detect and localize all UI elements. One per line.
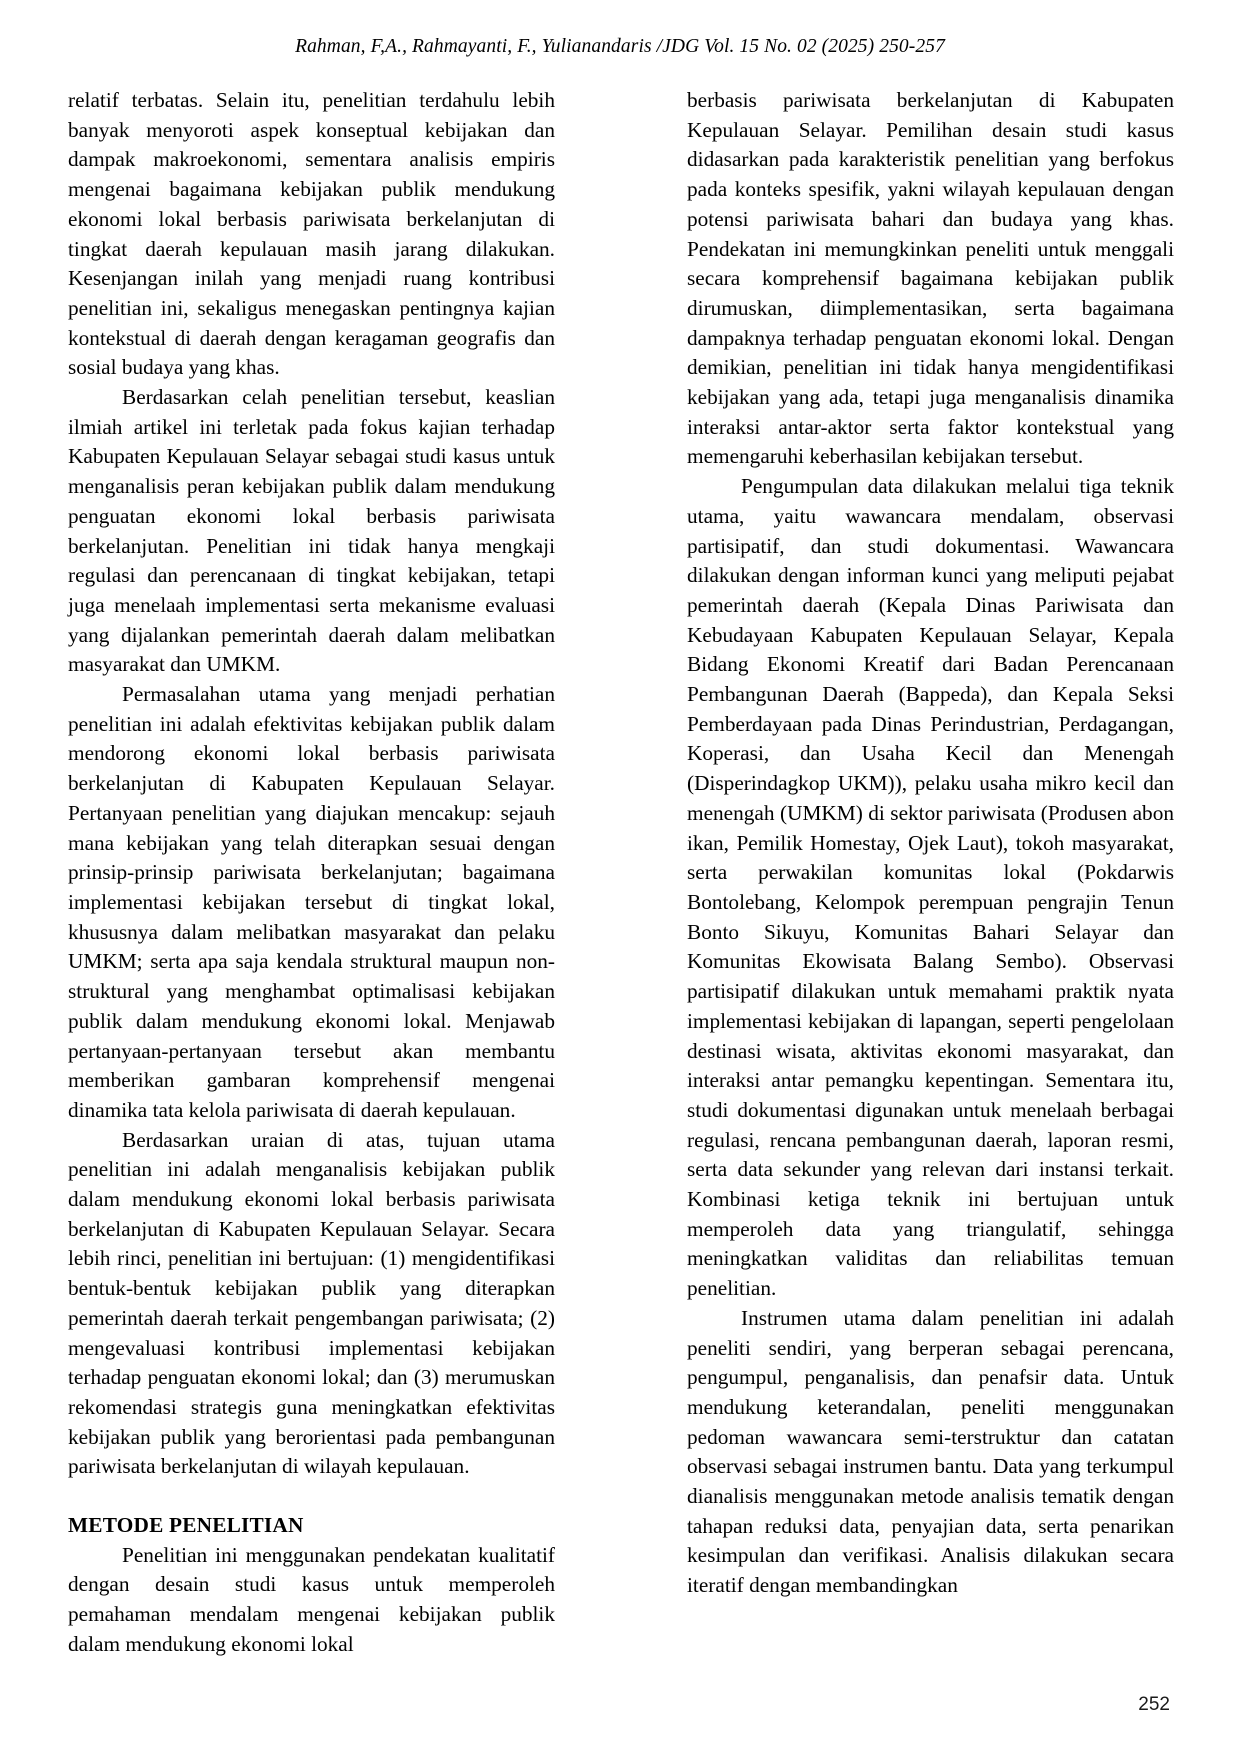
paragraph: Berdasarkan celah penelitian tersebut, keaslian ilmiah artikel ini terletak pada fokus kajian terhadap Kabupaten Kepulauan Selayar sebagai studi kasus untuk menganalisis peran kebijakan publik dalam mendukung penguatan ekonomi lokal berbasis pariwisata berkelanjutan. Penelitian ini tidak hanya mengkaji regulasi dan perencanaan di tingkat kebijakan, tetapi juga menelaah implementasi serta mekanisme evaluasi yang dijalankan pemerintah daerah dalam melibatkan masyarakat dan UMKM. (68, 385, 555, 677)
two-column-body (68, 86, 1174, 1656)
section-heading-metode-penelitian: METODE PENELITIAN (68, 1513, 304, 1538)
paragraph: Pengumpulan data dilakukan melalui tiga teknik utama, yaitu wawancara mendalam, observasi partisipatif, dan studi dokumentasi. Wawancara dilakukan dengan informan kunci yang meliputi pejabat pemerintah daerah (Kepala Dinas Pariwisata dan Kebudayaan Kabupaten Kepulauan Selayar, Kepala Bidang Ekonomi Kreatif dari Badan Perencanaan Pembangunan Daerah (Bappeda), dan Kepala Seksi Pemberdayaan pada Dinas Perindustrian, Perdagangan, Koperasi, dan Usaha Kecil dan Menengah (Disperindagkop UKM)), pelaku usaha mikro kecil dan menengah (UMKM) di sektor pariwisata (Produsen abon ikan, Pemilik Homestay, Ojek Laut), tokoh masyarakat, serta perwakilan komunitas lokal (Pokdarwis Bontolebang, Kelompok perempuan pengrajin Tenun Bonto Sikuyu, Komunitas Bahari Selayar dan Komunitas Ekowisata Balang Sembo). Observasi partisipatif dilakukan untuk memahami praktik nyata implementasi kebijakan di lapangan, seperti pengelolaan destinasi wisata, aktivitas ekonomi masyarakat, dan interaksi antar pemangku kepentingan. Sementara itu, studi dokumentasi digunakan untuk menelaah berbagai regulasi, rencana pembangunan daerah, laporan resmi, serta data sekunder yang relevan dari instansi terkait. Kombinasi ketiga teknik ini bertujuan untuk memperoleh data yang triangulatif, sehingga meningkatkan validitas dan reliabilitas temuan penelitian. (687, 474, 1174, 1301)
page-number: 252 (1138, 1694, 1170, 1715)
paragraph: Permasalahan utama yang menjadi perhatian penelitian ini adalah efektivitas kebijakan publik dalam mendorong ekonomi lokal berbasis pariwisata berkelanjutan di Kabupaten Kepulauan Selayar. Pertanyaan penelitian yang diajukan mencakup: sejauh mana kebijakan yang telah diterapkan sesuai dengan prinsip-prinsip pariwisata berkelanjutan; bagaimana implementasi kebijakan tersebut di tingkat lokal, khususnya dalam melibatkan masyarakat dan pelaku UMKM; serta apa saja kendala struktural maupun non-struktural yang menghambat optimalisasi kebijakan publik dalam mendukung ekonomi lokal. Menjawab pertanyaan-pertanyaan tersebut akan membantu memberikan gambaran komprehensif mengenai dinamika tata kelola pariwisata di daerah kepulauan. (68, 682, 555, 1122)
paragraph: relatif terbatas. Selain itu, penelitian terdahulu lebih banyak menyoroti aspek konseptual kebijakan dan dampak makroekonomi, sementara analisis empiris mengenai bagaimana kebijakan publik mendukung ekonomi lokal berbasis pariwisata berkelanjutan di tingkat daerah kepulauan masih jarang dilakukan. Kesenjangan inilah yang menjadi ruang kontribusi penelitian ini, sekaligus menegaskan pentingnya kajian kontekstual di daerah dengan keragaman geografis dan sosial budaya yang khas. (68, 88, 555, 380)
left-column (68, 86, 555, 1656)
paragraph: Berdasarkan uraian di atas, tujuan utama penelitian ini adalah menganalisis kebijakan publik dalam mendukung ekonomi lokal berbasis pariwisata berkelanjutan di Kabupaten Kepulauan Selayar. Secara lebih rinci, penelitian ini bertujuan: (1) mengidentifikasi bentuk-bentuk kebijakan publik yang diterapkan pemerintah daerah terkait pengembangan pariwisata; (2) mengevaluasi kontribusi implementasi kebijakan terhadap penguatan ekonomi lokal; dan (3) merumuskan rekomendasi strategis guna meningkatkan efektivitas kebijakan publik yang berorientasi pada pembangunan pariwisata berkelanjutan di wilayah kepulauan. (68, 1127, 555, 1479)
right-column (687, 86, 1174, 1646)
paragraph: Penelitian ini menggunakan pendekatan kualitatif dengan desain studi kasus untuk memperoleh pemahaman mendalam mengenai kebijakan publik dalam mendukung ekonomi lokal (68, 1542, 555, 1656)
paragraph: Instrumen utama dalam penelitian ini adalah peneliti sendiri, yang berperan sebagai perencana, pengumpul, penganalisis, dan penafsir data. Untuk mendukung keterandalan, peneliti menggunakan pedoman wawancara semi-terstruktur dan catatan observasi sebagai instrumen bantu. Data yang terkumpul dianalisis menggunakan metode analisis tematik dengan tahapan reduksi data, penyajian data, serta penarikan kesimpulan dan verifikasi. Analisis dilakukan secara iteratif dengan membandingkan (687, 1305, 1174, 1598)
running-header: Rahman, F,A., Rahmayanti, F., Yulianandaris /JDG Vol. 15 No. 02 (2025) 250-257 (295, 36, 945, 57)
paragraph: berbasis pariwisata berkelanjutan di Kabupaten Kepulauan Selayar. Pemilihan desain studi kasus didasarkan pada karakteristik penelitian yang berfokus pada konteks spesifik, yakni wilayah kepulauan dengan potensi pariwisata bahari dan budaya yang khas. Pendekatan ini memungkinkan peneliti untuk menggali secara komprehensif bagaimana kebijakan publik dirumuskan, diimplementasikan, serta bagaimana dampaknya terhadap penguatan ekonomi lokal. Dengan demikian, penelitian ini tidak hanya mengidentifikasi kebijakan yang ada, tetapi juga menganalisis dinamika interaksi antar-aktor serta faktor kontekstual yang memengaruhi keberhasilan kebijakan tersebut. (687, 88, 1174, 469)
